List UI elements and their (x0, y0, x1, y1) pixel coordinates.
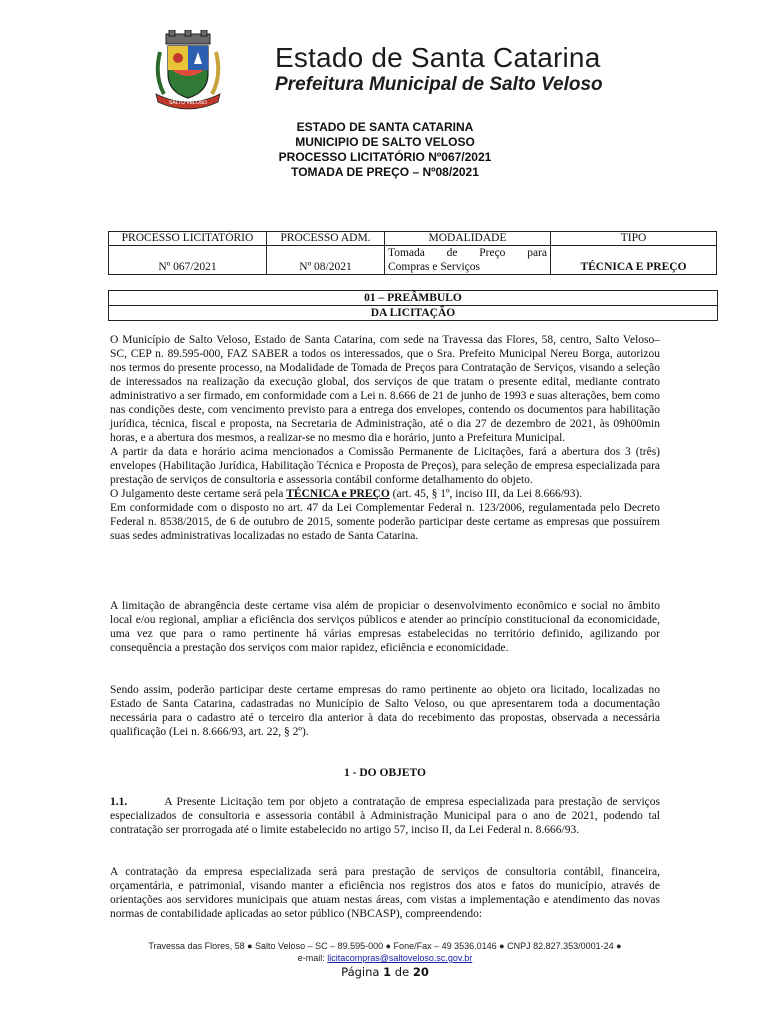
heading-line: PROCESSO LICITATÓRIO Nº067/2021 (278, 150, 492, 164)
tipo-cell: TÉCNICA E PREÇO (551, 246, 717, 275)
preamble-title: 01 – PREÂMBULO (364, 292, 462, 304)
table-header-cell: TIPO (551, 232, 717, 246)
table-header-row (109, 232, 717, 246)
heading-line: ESTADO DE SANTA CATARINA (296, 120, 474, 134)
table-header-cell: PROCESSO ADM. (267, 232, 385, 246)
paragraph: O Município de Salto Veloso, Estado de Santa Catarina, com sede na Travessa das Flores, 58, centro, Salto Veloso– SC, CEP n. 89.595-000, FAZ SABER a todos os interessados, que o Sra. Prefeito Municipal Nereu Borga, autorizou nos termos do presente processo, na Modalidade de Tomada de Preços para Contratação de Serviços, visando a seleção de interessados na realização da execução global, dos serviços de que tratam o presente edital, mediante contrato administrativo a ser firmado, em conformidade com a Lei n. 8.666 de 21 de junho de 1993 e suas alterações, bem como nas condições deste, com vencimento previsto para a entrega dos envelopes, contendo os documentos para habilitação jurídica, técnica, fiscal e proposta, na Secretaria de Administração, até o dia 27 de dezembro de 2021, às 09h00min horas, e a abertura dos mesmos, a realizar-se no mesmo dia e horário, junto a Prefeitura Municipal. (110, 334, 660, 444)
table-header-cell: PROCESSO LICITATÓRIO (109, 232, 267, 246)
municipal-crest-icon (152, 30, 224, 110)
paragraph: A limitação de abrangência deste certame visa além de propiciar o desenvolvimento econômico e social no âmbito local e/ou regional, ampliar a eficiência dos serviços públicos e atender ao princípio constitucional da economicidade, uma vez que para o ramo pertinente há várias empresas estabelecidas no território definido, agilizando por consequência a prestação dos serviços com maior rapidez, eficiência e economicidade. (110, 600, 660, 654)
paragraph: O Julgamento deste certame será pela TÉCNICA e PREÇO (art. 45, § 1º, inciso III, da Lei 8.666/93). (110, 488, 583, 500)
footer-email: e-mail: licitacompras@saltoveloso.sc.gov.br (297, 953, 473, 963)
preamble-subtitle: DA LICITAÇÃO (109, 305, 717, 320)
prefeitura-title: Prefeitura Municipal de Salto Veloso (275, 74, 603, 95)
page-number: Página 1 de 20 (341, 965, 429, 979)
heading-line: MUNICIPIO DE SALTO VELOSO (295, 135, 475, 149)
state-title: Estado de Santa Catarina (275, 42, 601, 73)
footer-address: Travessa das Flores, 58 ● Salto Veloso – SC – 89.595-000 ● Fone/Fax – 49 3536.0146 ● CNPJ 82.827.353/0001-24 ● (148, 941, 622, 951)
process-table (108, 231, 717, 275)
preamble-body (110, 333, 660, 543)
preamble-box (108, 290, 718, 321)
processo-licitatorio-cell: Nº 067/2021 (109, 246, 267, 275)
judgment-type: TÉCNICA e PREÇO (286, 488, 390, 500)
table-row (109, 246, 717, 275)
paragraph: A partir da data e horário acima mencionados a Comissão Permanente de Licitações, fará a abertura dos 3 (três) envelopes (Habilitação Jurídica, Habilitação Técnica e Proposta de Preços), para seleção de empresa especializada para prestação de serviços de consultoria e assessoria contábil conforme detalhamento do objeto. (110, 446, 660, 486)
email-link[interactable]: licitacompras@saltoveloso.sc.gov.br (327, 953, 473, 963)
paragraph: Em conformidade com o disposto no art. 47 da Lei Complementar Federal n. 123/2006, regulamentada pelo Decreto Federal n. 8538/2015, de 6 de outubro de 2015, somente poderão participar deste certame as empresas que possuírem suas sedes administrativas localizadas no estado de Santa Catarina. (110, 502, 660, 542)
page-footer (0, 940, 770, 964)
modalidade-cell: Tomada de Preço para Compras e Serviços (385, 246, 551, 275)
paragraph: Sendo assim, poderão participar deste certame empresas do ramo pertinente ao objeto ora licitado, localizadas no Estado de Santa Catarina, cadastradas no Município de Salto Veloso, ou que apresentarem toda a documentação necessária para o cadastro até o terceiro dia anterior à data do recebimento das propostas, observada a necessária qualificação (Lei n. 8.666/93, art. 22, § 2º). (110, 684, 660, 738)
table-header-cell: MODALIDADE (385, 232, 551, 246)
heading-line: TOMADA DE PREÇO – Nº08/2021 (291, 165, 479, 179)
paragraph: A contratação da empresa especializada será para prestação de serviços de consultoria contábil, financeira, orçamentária, e patrimonial, visando manter a eficiência nos registros dos atos e fatos do município, através de orientações aos servidores municipais que atuam nestas áreas, com vistas a implementação e atendimento das novas normas de contabilidade aplicadas ao setor público (NBCASP), compreendendo: (110, 866, 660, 920)
object-item: 1.1. A Presente Licitação tem por objeto a contratação de empresa especializada para prestação de serviços especializados de consultoria e assessoria contábil à Administração Municipal para o ano de 2021, podendo tal contratação ser prorrogada até o limite estabelecido no artigo 57, inciso II, da Lei Federal n. 8.666/93. (110, 796, 660, 836)
section-title: 1 - DO OBJETO (344, 767, 426, 779)
document-heading (0, 120, 770, 180)
svg-text:SALTO VELOSO: SALTO VELOSO (169, 100, 207, 106)
processo-adm-cell: Nº 08/2021 (267, 246, 385, 275)
